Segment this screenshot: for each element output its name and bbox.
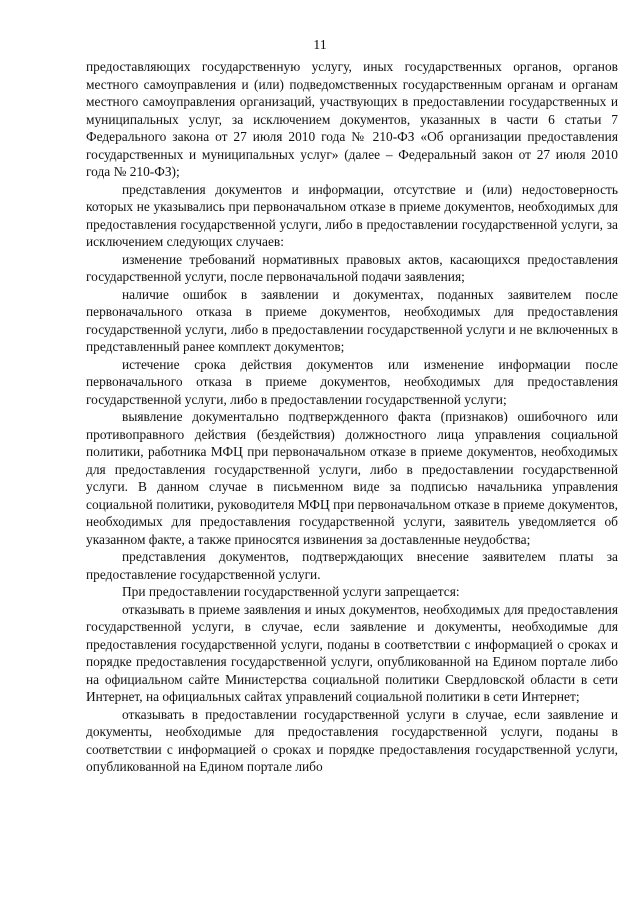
paragraph: представления документов и информации, отсутствие и (или) недостоверность которых не указывались при первоначальном отказе в приеме документов, необходимых для предоставления государственной услуги, либо в предоставлении государственной услуги, за исключением следующих случаев: bbox=[86, 181, 618, 249]
paragraph: наличие ошибок в заявлении и документах, поданных заявителем после первоначального отказа в приеме документов, необходимых для предоставления государственной услуги, либо в предоставлении государственной услуги и не включенных в представленный ранее комплект документов; bbox=[86, 286, 618, 354]
paragraph: выявление документально подтвержденного факта (признаков) ошибочного или противоправного действия (бездействия) должностного лица управления социальной политики, работника МФЦ при первоначальном отказе в приеме документов, необходимых для предоставления государственной услуги, либо в предоставлении государственной услуги. В данном случае в письменном виде за подписью начальника управления социальной политики, руководителя МФЦ при первоначальном отказе в приеме документов, необходимых для предоставления государственной услуги, заявитель уведомляется об указанном факте, а также приносятся извинения за доставленные неудобства; bbox=[86, 409, 618, 547]
paragraph: истечение срока действия документов или изменение информации после первоначального отказа в приеме документов, необходимых для предоставления государственной услуги, либо в предоставлении государственной услуги; bbox=[86, 356, 618, 407]
paragraph: изменение требований нормативных правовых актов, касающихся предоставления государственной услуги, после первоначальной подачи заявления; bbox=[86, 251, 618, 284]
paragraph: При предоставлении государственной услуги запрещается: bbox=[122, 584, 460, 599]
paragraph: отказывать в приеме заявления и иных документов, необходимых для предоставления государственной услуги, в случае, если заявление и документы, необходимые для предоставления государственной услуги, поданы в соответствии с информацией о сроках и порядке предоставления государственной услуги, опубликованной на Едином портале либо на официальном сайте Министерства социальной политики Свердловской области в сети Интернет, на официальных сайтах управлений социальной политики в сети Интернет; bbox=[86, 601, 618, 704]
document-body bbox=[86, 58, 618, 776]
paragraph: отказывать в предоставлении государственной услуги в случае, если заявление и документы, необходимые для предоставления государственной услуги, поданы в соответствии с информацией о сроках и порядке предоставления государственной услуги, опубликованной на Едином портале либо bbox=[86, 706, 618, 774]
page-number: 11 bbox=[313, 38, 327, 53]
paragraph-continuation: предоставляющих государственную услугу, иных государственных органов, органов местного самоуправления и (или) подведомственных государственным органам и органам местного самоуправления организаций, участвующих в предоставлении государственных и муниципальных услуг, за исключением документов, указанных в части 6 статьи 7 Федерального закона от 27 июля 2010 года № 210-ФЗ «Об организации предоставления государственных и муниципальных услуг» (далее – Федеральный закон от 27 июля 2010 года № 210-ФЗ); bbox=[86, 59, 618, 179]
paragraph: представления документов, подтверждающих внесение заявителем платы за предоставление государственной услуги. bbox=[86, 549, 618, 582]
